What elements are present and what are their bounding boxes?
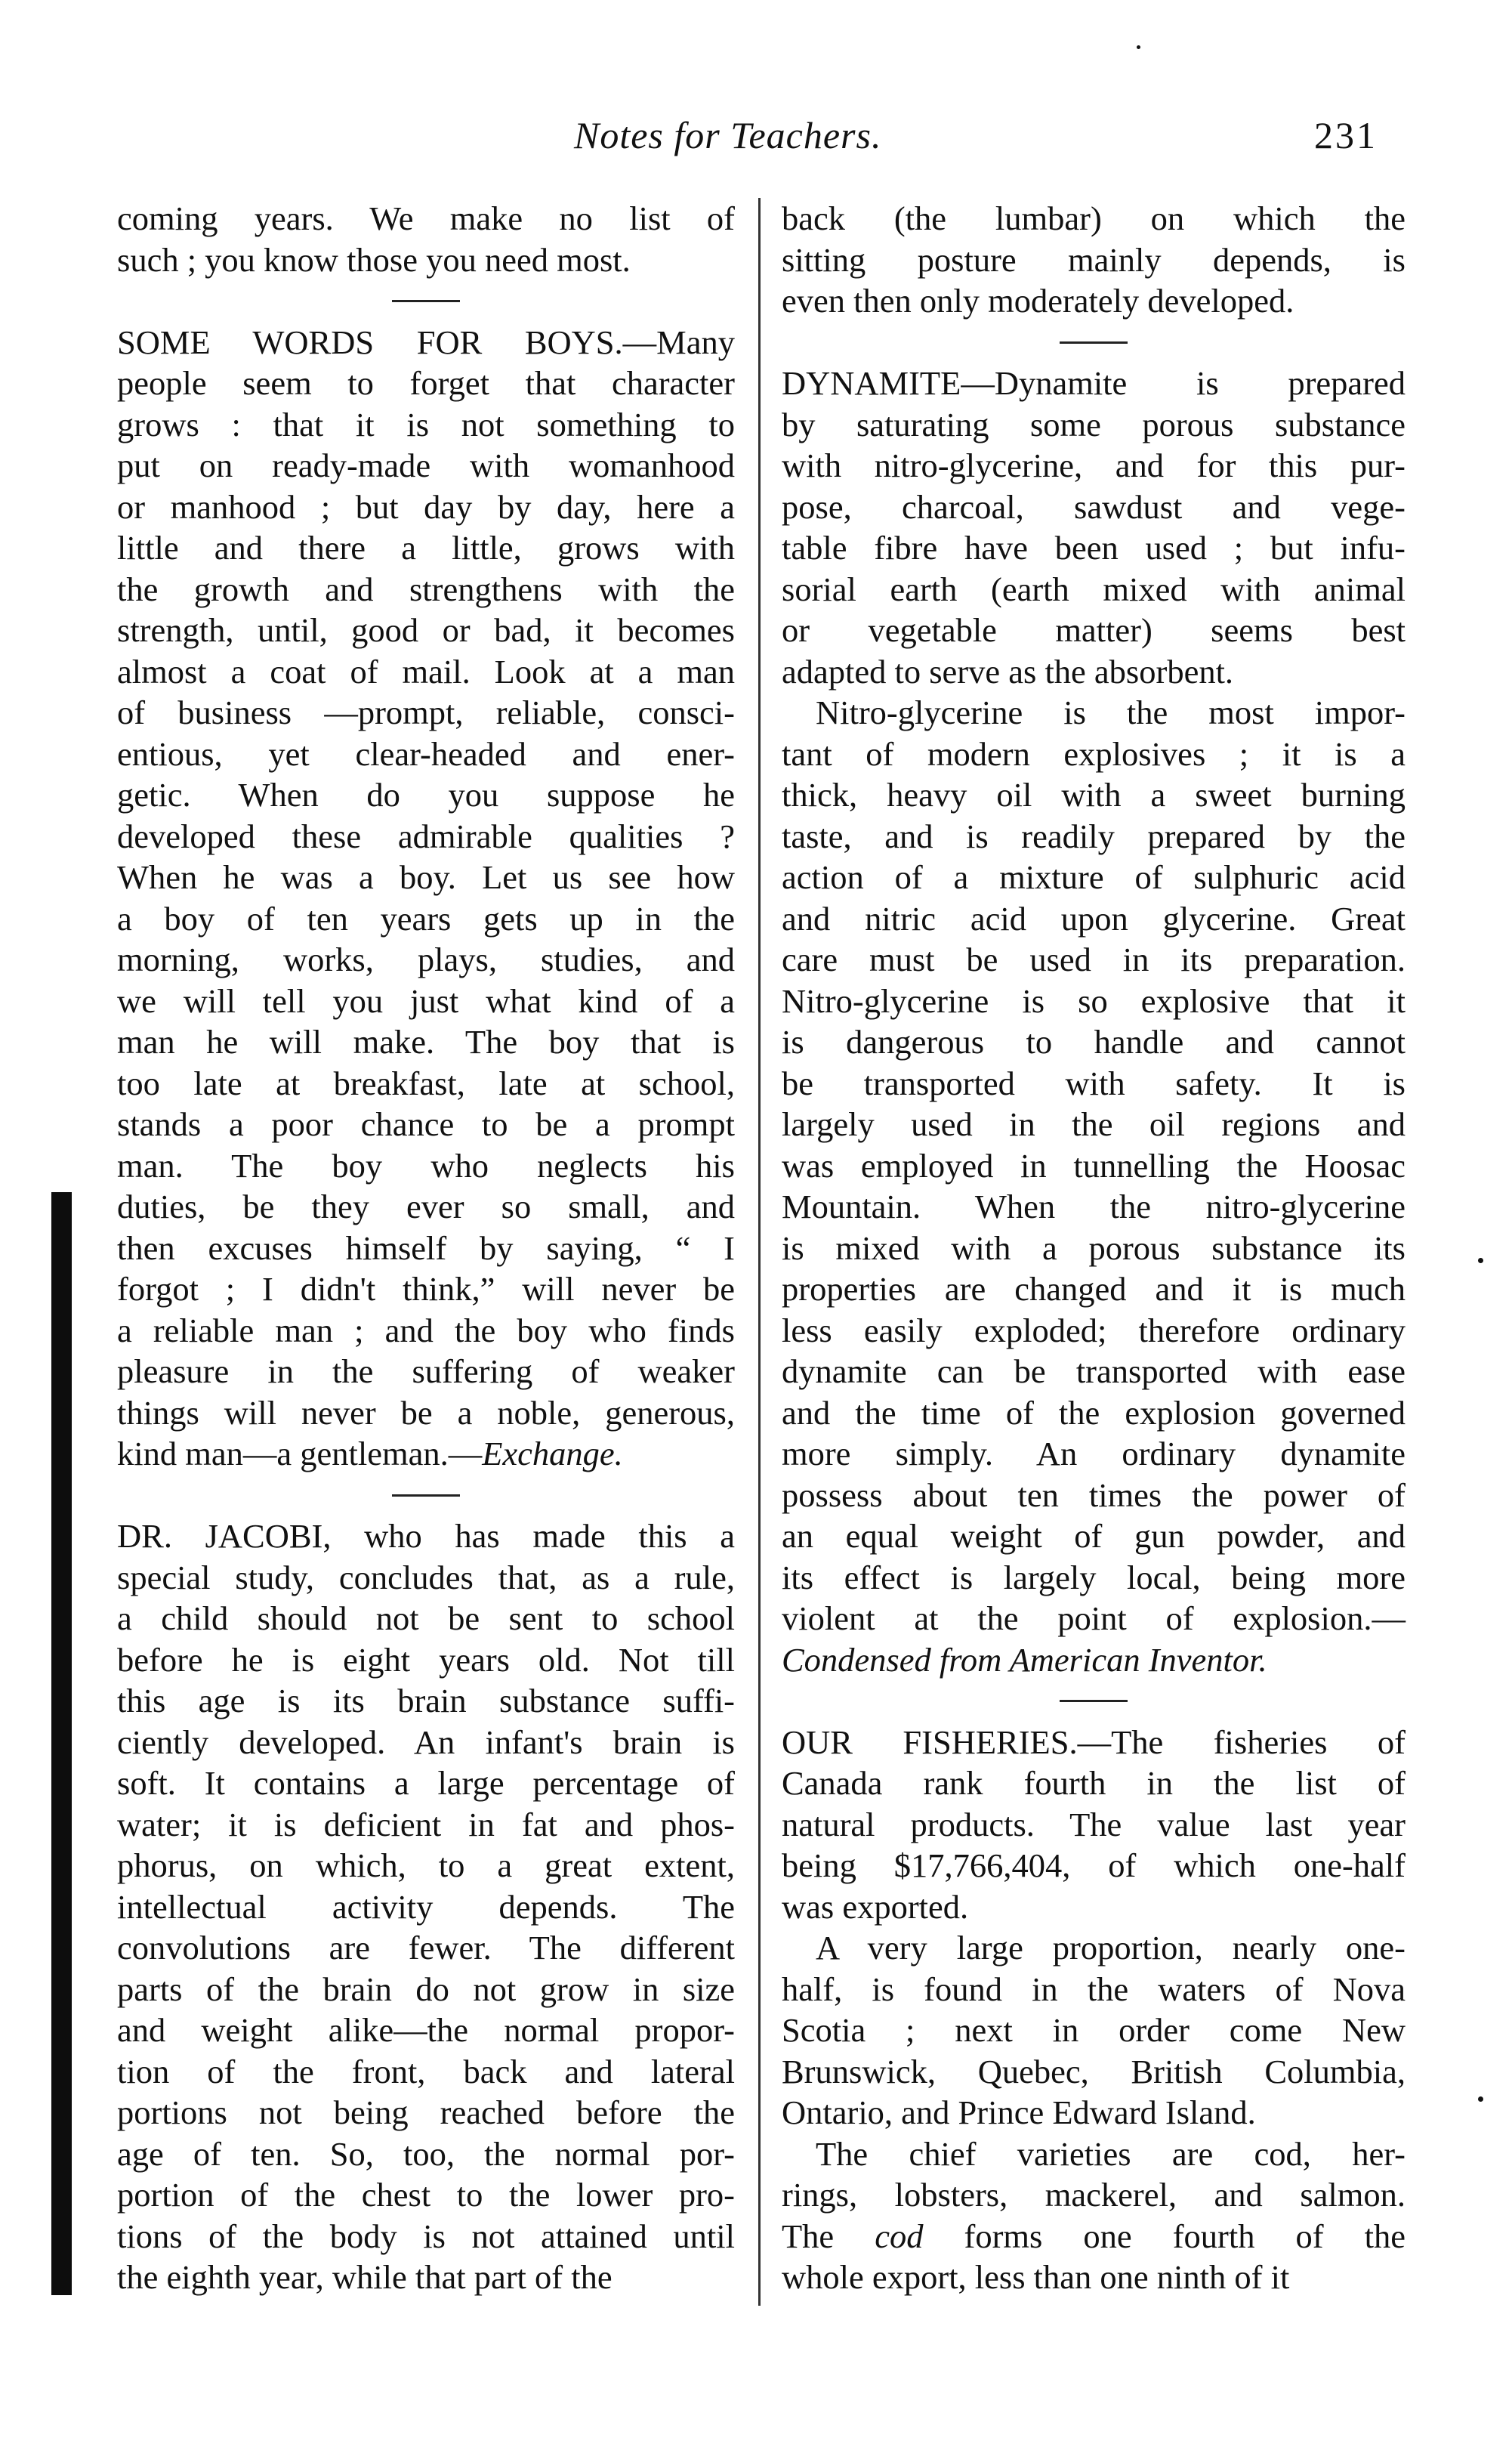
text-line: intellectual activity depends. The <box>117 1887 735 1926</box>
text-line: things will never be a noble, generous, <box>117 1393 735 1432</box>
text-line: or vegetable matter) seems best <box>782 611 1406 649</box>
text-line: is mixed with a porous substance its <box>782 1228 1406 1267</box>
scan-speck <box>1137 45 1140 49</box>
text-line: possess about ten times the power of <box>782 1475 1406 1514</box>
text-line: forgot ; I didn't think,” will never be <box>117 1270 735 1308</box>
text-line: OUR FISHERIES.—The fisheries of <box>782 1722 1406 1761</box>
text-line: people seem to forget that character <box>117 364 735 402</box>
text-line: then excuses himself by saying, “ I <box>117 1228 735 1267</box>
text-line: SOME WORDS FOR BOYS.—Many <box>117 323 735 361</box>
text-line: such ; you know those you need most. <box>117 240 631 279</box>
text-line: DR. JACOBI, who has made this a <box>117 1517 736 1555</box>
scan-margin-bar <box>51 1192 72 2295</box>
text-line: Ontario, and Prince Edward Island. <box>782 2093 1256 2131</box>
section-separator-rule <box>117 1475 735 1516</box>
text-line: getic. When do you suppose he <box>117 776 735 814</box>
text-line: more simply. An ordinary dynamite <box>782 1435 1406 1472</box>
text-line: almost a coat of mail. Look at a man <box>117 652 735 691</box>
text-line: DYNAMITE—Dynamite is prepared <box>782 364 1406 402</box>
text-line: ciently developed. An infant's brain is <box>117 1722 735 1761</box>
text-line: age of ten. So, too, the normal por- <box>117 2134 735 2173</box>
text-line: before he is eight years old. Not till <box>117 1640 735 1679</box>
text-line: developed these admirable qualities ? <box>117 817 735 855</box>
text-line: put on ready-made with womanhood <box>117 446 735 484</box>
text-line: adapted to serve as the absorbent. <box>782 652 1234 691</box>
text-line: When he was a boy. Let us see how <box>117 858 735 896</box>
text-line: be transported with safety. It is <box>782 1064 1406 1102</box>
page-number: 231 <box>1314 114 1378 156</box>
text-line: phorus, on which, to a great extent, <box>117 1846 735 1884</box>
text-line: convolutions are fewer. The different <box>117 1929 735 1967</box>
text-line: pose, charcoal, sawdust and vege- <box>782 487 1406 526</box>
text-line: portion of the chest to the lower pro- <box>117 2176 735 2214</box>
text-line: Mountain. When the nitro-glycerine <box>782 1188 1406 1225</box>
text-line: care must be used in its preparation. <box>782 941 1406 978</box>
text-line: sorial earth (earth mixed with animal <box>782 570 1406 608</box>
text-line: of business —prompt, reliable, consci- <box>117 694 735 731</box>
text-line: The chief varieties are cod, her- <box>816 2134 1406 2173</box>
text-line: portions not being reached before the <box>117 2093 735 2131</box>
text-line: we will tell you just what kind of a <box>117 981 735 1020</box>
text-line: morning, works, plays, studies, and <box>117 941 735 978</box>
text-line: less easily exploded; therefore ordinary <box>782 1311 1406 1349</box>
page-header <box>0 113 1512 174</box>
text-line: sitting posture mainly depends, is <box>782 240 1406 279</box>
text-line: the eighth year, while that part of the <box>117 2258 613 2296</box>
text-line: being $17,766,404, of which one-half <box>782 1846 1406 1884</box>
text-line: violent at the point of explosion.— <box>782 1599 1406 1637</box>
section-separator-rule <box>117 280 735 322</box>
text-line: Nitro-glycerine is the most impor- <box>816 694 1406 731</box>
text-line: Canada rank fourth in the list of <box>782 1764 1406 1802</box>
text-line: back (the lumbar) on which the <box>782 199 1406 237</box>
text-line: coming years. We make no list of <box>117 199 735 237</box>
running-title: Notes for Teachers. <box>574 114 882 156</box>
text-line: or manhood ; but day by day, here a <box>117 487 735 526</box>
text-line: properties are changed and it is much <box>782 1270 1406 1308</box>
text-line: rings, lobsters, mackerel, and salmon. <box>782 2176 1406 2214</box>
text-line: and nitric acid upon glycerine. Great <box>782 899 1406 938</box>
text-line: Brunswick, Quebec, British Columbia, <box>782 2052 1406 2090</box>
text-line: duties, be they ever so small, and <box>117 1188 735 1225</box>
text-line: strength, until, good or bad, it becomes <box>117 611 735 649</box>
text-line: half, is found in the waters of Nova <box>782 1970 1406 2008</box>
text-line: entious, yet clear-headed and ener- <box>117 734 735 773</box>
text-line: and weight alike—the normal propor- <box>117 2011 735 2049</box>
text-line: parts of the brain do not grow in size <box>117 1970 735 2008</box>
text-line: dynamite can be transported with ease <box>782 1352 1406 1390</box>
scan-speck <box>1478 1258 1483 1263</box>
text-line: tions of the body is not attained until <box>117 2217 735 2255</box>
text-line: largely used in the oil regions and <box>782 1105 1406 1143</box>
text-line: A very large proportion, nearly one- <box>816 1929 1406 1967</box>
text-line: by saturating some porous substance <box>782 405 1406 443</box>
text-line: and the time of the explosion governed <box>782 1393 1406 1432</box>
text-line: a child should not be sent to school <box>117 1599 735 1637</box>
text-line: with nitro-glycerine, and for this pur- <box>782 446 1406 484</box>
text-line: taste, and is readily prepared by the <box>782 817 1406 855</box>
text-line: special study, concludes that, as a rule, <box>117 1558 735 1596</box>
text-line: water; it is deficient in fat and phos- <box>117 1805 735 1843</box>
text-line: little and there a little, grows with <box>117 529 735 567</box>
left-column <box>117 198 735 2298</box>
text-line: Nitro-glycerine is so explosive that it <box>782 981 1406 1020</box>
text-line: man he will make. The boy that is <box>117 1023 735 1061</box>
right-column <box>782 198 1406 2298</box>
text-line: was employed in tunnelling the Hoosac <box>782 1146 1406 1185</box>
text-line: its effect is largely local, being more <box>782 1558 1406 1596</box>
text-line: natural products. The value last year <box>782 1805 1406 1843</box>
text-line: table fibre have been used ; but infu- <box>782 529 1406 567</box>
text-line: a reliable man ; and the boy who finds <box>117 1311 735 1349</box>
section-separator-rule <box>782 1680 1406 1722</box>
text-line: too late at breakfast, late at school, <box>117 1064 735 1102</box>
text-line: Condensed from American Inventor. <box>782 1640 1267 1679</box>
text-line: soft. It contains a large percentage of <box>117 1764 735 1802</box>
text-line: an equal weight of gun powder, and <box>782 1517 1406 1555</box>
text-line: whole export, less than one ninth of it <box>782 2258 1290 2296</box>
text-line: tion of the front, back and lateral <box>117 2052 735 2090</box>
text-line: is dangerous to handle and cannot <box>782 1023 1406 1061</box>
text-line: action of a mixture of sulphuric acid <box>782 858 1406 896</box>
text-line: The cod forms one fourth of the <box>782 2217 1406 2255</box>
text-line: kind man—a gentleman.—Exchange. <box>117 1435 623 1472</box>
scan-speck <box>1478 2096 1483 2102</box>
text-line: a boy of ten years gets up in the <box>117 899 735 938</box>
section-separator-rule <box>782 322 1406 363</box>
text-line: this age is its brain substance suffi- <box>117 1682 735 1719</box>
text-line: grows : that it is not something to <box>117 405 735 443</box>
text-line: pleasure in the suffering of weaker <box>117 1352 735 1390</box>
column-divider <box>758 198 761 2306</box>
text-line: the growth and strengthens with the <box>117 570 735 608</box>
text-line: tant of modern explosives ; it is a <box>782 734 1406 773</box>
text-line: even then only moderately developed. <box>782 282 1294 320</box>
text-line: was exported. <box>782 1887 969 1926</box>
text-line: stands a poor chance to be a prompt <box>117 1105 735 1143</box>
text-line: man. The boy who neglects his <box>117 1146 735 1185</box>
text-line: thick, heavy oil with a sweet burning <box>782 776 1406 814</box>
text-line: Scotia ; next in order come New <box>782 2011 1406 2049</box>
